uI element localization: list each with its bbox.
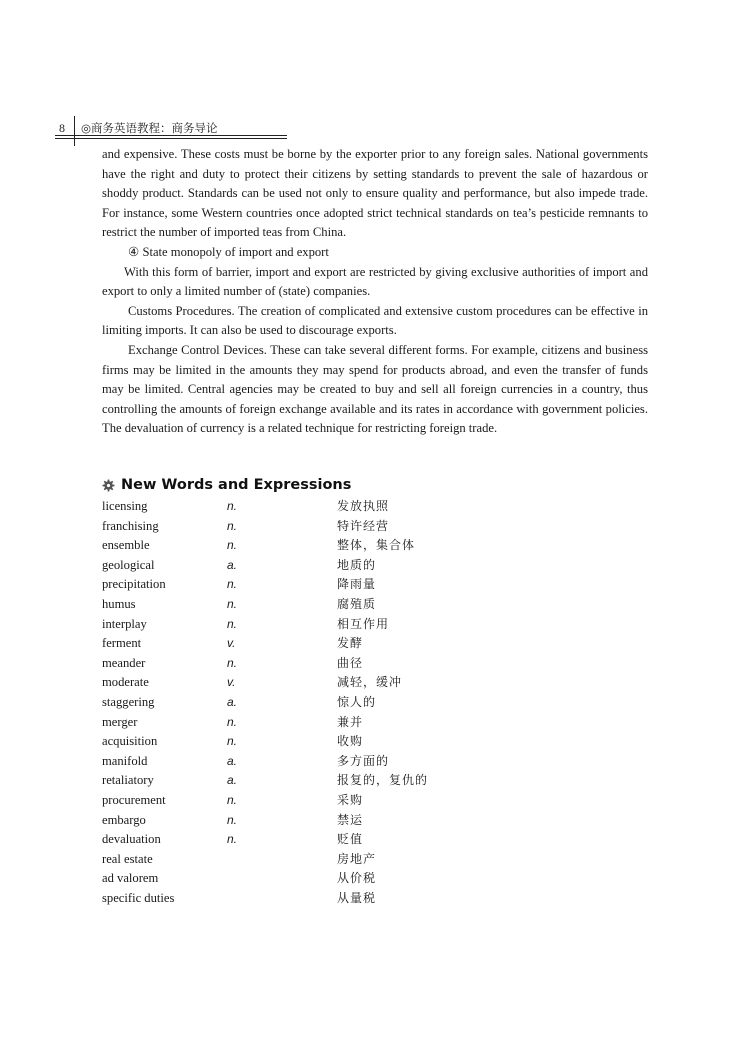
vocabulary-meaning: 地质的 xyxy=(337,557,377,572)
vocabulary-word: devaluation xyxy=(102,832,161,847)
vocabulary-item xyxy=(102,771,502,791)
vocabulary-item xyxy=(102,830,502,850)
vocabulary-word: ferment xyxy=(102,636,142,651)
vocabulary-meaning: 兼并 xyxy=(337,714,364,729)
vocabulary-meaning: 报复的，复仇的 xyxy=(337,773,429,788)
vocabulary-meaning: 收购 xyxy=(337,734,364,749)
gear-icon xyxy=(102,479,115,492)
vocabulary-word: acquisition xyxy=(102,734,158,749)
vocabulary-part-of-speech: n. xyxy=(227,577,238,592)
vocabulary-item xyxy=(102,673,502,693)
vocabulary-part-of-speech: n. xyxy=(227,734,238,749)
list-item-heading: ④ State monopoly of import and export xyxy=(128,244,329,259)
paragraph: Customs Procedures. The creation of complicated and extensive custom procedures can be effective in limiting imports. It can also be used to discourage exports. xyxy=(102,303,648,338)
vocabulary-item xyxy=(102,556,502,576)
vocabulary-part-of-speech: n. xyxy=(227,714,238,729)
vocabulary-meaning: 禁运 xyxy=(337,812,364,827)
vocabulary-list xyxy=(102,497,502,908)
vocabulary-item xyxy=(102,517,502,537)
page-number: 8 xyxy=(59,121,65,135)
paragraph: With this form of barrier, import and export are restricted by giving exclusive authorities of import and export to only a limited number of (state) companies. xyxy=(102,264,648,299)
vocabulary-word: precipitation xyxy=(102,577,166,592)
vocabulary-part-of-speech: n. xyxy=(227,832,238,847)
vocabulary-word: merger xyxy=(102,714,138,729)
vocabulary-item xyxy=(102,615,502,635)
vocabulary-item xyxy=(102,713,502,733)
vocabulary-meaning: 减轻，缓冲 xyxy=(337,675,403,690)
vocabulary-item xyxy=(102,634,502,654)
vocabulary-word: interplay xyxy=(102,616,147,631)
vocabulary-meaning: 整体，集合体 xyxy=(337,538,416,553)
vocabulary-meaning: 惊人的 xyxy=(337,694,377,709)
body-text xyxy=(102,145,648,439)
running-title: ◎商务英语教程：商务导论 xyxy=(81,121,218,135)
header-rule xyxy=(55,135,287,136)
vocabulary-item xyxy=(102,654,502,674)
vocabulary-meaning: 相互作用 xyxy=(337,616,390,631)
vocabulary-word: staggering xyxy=(102,694,155,709)
vocabulary-part-of-speech xyxy=(227,869,337,889)
vocabulary-part-of-speech xyxy=(227,889,337,909)
vocabulary-item xyxy=(102,536,502,556)
vocabulary-meaning: 特许经营 xyxy=(337,518,390,533)
vocabulary-item xyxy=(102,575,502,595)
vocabulary-meaning: 发酵 xyxy=(337,636,364,651)
vocabulary-word: retaliatory xyxy=(102,773,154,788)
vocabulary-item xyxy=(102,732,502,752)
section-heading-text: New Words and Expressions xyxy=(121,477,352,493)
vocabulary-part-of-speech: a. xyxy=(227,694,238,709)
vocabulary-part-of-speech: n. xyxy=(227,792,238,807)
vocabulary-meaning: 从价税 xyxy=(337,871,377,886)
vocabulary-part-of-speech: n. xyxy=(227,616,238,631)
vocabulary-part-of-speech: v. xyxy=(227,675,236,690)
vocabulary-meaning: 曲径 xyxy=(337,655,364,670)
vocabulary-part-of-speech: n. xyxy=(227,812,238,827)
vocabulary-word: ensemble xyxy=(102,538,150,553)
vocabulary-part-of-speech: n. xyxy=(227,655,238,670)
vocabulary-meaning: 腐殖质 xyxy=(337,596,377,611)
vocabulary-meaning: 降雨量 xyxy=(337,577,377,592)
vocabulary-word: procurement xyxy=(102,792,166,807)
vocabulary-part-of-speech: a. xyxy=(227,557,238,572)
vocabulary-meaning: 贬值 xyxy=(337,832,364,847)
vocabulary-item xyxy=(102,752,502,772)
vocabulary-word: embargo xyxy=(102,812,146,827)
vocabulary-item xyxy=(102,693,502,713)
vocabulary-item xyxy=(102,869,502,889)
vocabulary-part-of-speech: v. xyxy=(227,636,236,651)
vocabulary-part-of-speech xyxy=(227,850,337,870)
vocabulary-meaning: 采购 xyxy=(337,792,364,807)
vocabulary-word: real estate xyxy=(102,851,153,866)
vocabulary-word: franchising xyxy=(102,518,159,533)
vocabulary-word: humus xyxy=(102,596,136,611)
vocabulary-item xyxy=(102,595,502,615)
vocabulary-part-of-speech: n. xyxy=(227,538,238,553)
vocabulary-part-of-speech: a. xyxy=(227,753,238,768)
vocabulary-part-of-speech: n. xyxy=(227,596,238,611)
section-heading xyxy=(102,477,351,493)
header-rule xyxy=(55,138,287,139)
vocabulary-meaning: 从量税 xyxy=(337,890,377,905)
vocabulary-meaning: 房地产 xyxy=(337,851,377,866)
vocabulary-item xyxy=(102,889,502,909)
vocabulary-word: ad valorem xyxy=(102,871,159,886)
vocabulary-word: moderate xyxy=(102,675,149,690)
page-header xyxy=(0,0,750,150)
vocabulary-item xyxy=(102,811,502,831)
vocabulary-word: manifold xyxy=(102,753,148,768)
paragraph: Exchange Control Devices. These can take several different forms. For example, citizens and business firms may be limited in the amounts they may spend for products abroad, and even the transfer of funds may be limited. Central agencies may be created to buy and sell all foreign currencies in a country, thus controlling the amounts of foreign exchange available and its rates in accordance with government policies. The devaluation of currency is a related technique for restricting foreign trade. xyxy=(102,342,648,436)
vocabulary-part-of-speech: n. xyxy=(227,518,238,533)
vocabulary-word: licensing xyxy=(102,499,148,513)
vocabulary-meaning: 多方面的 xyxy=(337,753,390,768)
vocabulary-meaning: 发放执照 xyxy=(337,499,390,513)
paragraph-continuation: and expensive. These costs must be borne by the exporter prior to any foreign sales. National governments have the right and duty to protect their citizens by setting standards to prevent the sale of hazardous or shoddy product. Standards can be used not only to ensure quality and performance, but also impede trade. For instance, some Western countries once adopted strict technical standards on tea’s pesticide remnants to restrict the number of imported teas from China. xyxy=(102,147,648,240)
vocabulary-item xyxy=(102,497,502,517)
vocabulary-word: specific duties xyxy=(102,890,175,905)
vocabulary-part-of-speech: n. xyxy=(227,499,238,513)
header-divider-vertical xyxy=(74,116,75,146)
vocabulary-word: geological xyxy=(102,557,155,572)
vocabulary-part-of-speech: a. xyxy=(227,773,238,788)
vocabulary-word: meander xyxy=(102,655,146,670)
vocabulary-item xyxy=(102,850,502,870)
vocabulary-item xyxy=(102,791,502,811)
